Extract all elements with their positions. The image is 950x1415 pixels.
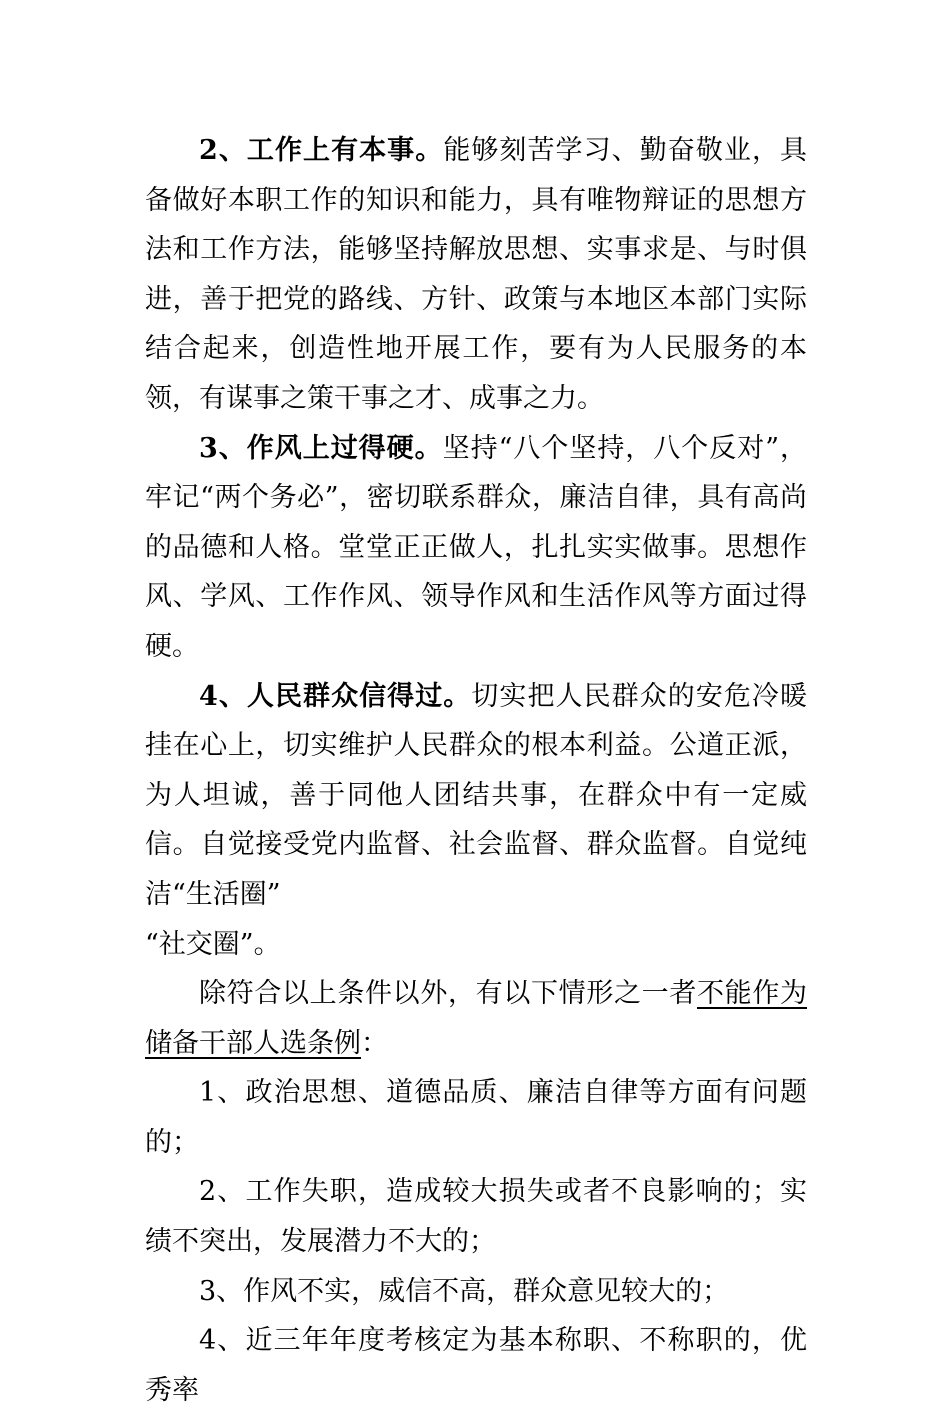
exclusion-item-2: 2、工作失职，造成较大损失或者不良影响的；实绩不突出，发展潜力不大的； <box>145 1176 807 1258</box>
exclusion-item-1: 1、政治思想、道德品质、廉洁自律等方面有问题的； <box>145 1077 807 1158</box>
criterion-4-paragraph <box>145 672 807 920</box>
exclusion-intro-underlined: 不能作为储备干部人选条例 <box>145 978 807 1059</box>
criterion-2-paragraph <box>145 126 807 424</box>
criterion-4-heading: 4、人民群众信得过。 <box>199 680 472 712</box>
criterion-2-heading: 2、工作上有本事。 <box>199 135 444 166</box>
exclusion-item-4: 4、近三年年度考核定为基本称职、不称职的，优秀率 <box>145 1325 807 1406</box>
exclusion-intro-text: 除符合以上条件以外，有以下情形之一者 <box>199 978 697 1010</box>
exclusion-intro-suffix: ： <box>361 1027 388 1059</box>
document-page <box>145 126 807 1415</box>
criterion-3-text: 坚持“八个坚持，八个反对”，牢记“两个务必”，密切联系群众，廉洁自律，具有高尚的品德和人格。堂堂正正做人，扎扎实实做事。思想作风、学风、工作作风、领导作风和生活作风等方面过得硬。 <box>145 432 807 662</box>
criterion-4-continuation: “社交圈”。 <box>145 928 281 960</box>
criterion-2-text: 能够刻苦学习、勤奋敬业，具备做好本职工作的知识和能力，具有唯物辩证的思想方法和工作方法，能够坚持解放思想、实事求是、与时俱进，善于把党的路线、方针、政策与本地区本部门实际结合起来，创造性地开展工作，要有为人民服务的本领，有谋事之策干事之才、成事之力。 <box>145 135 807 414</box>
criterion-3-heading: 3、作风上过得硬。 <box>199 432 443 464</box>
criterion-4-text: 切实把人民群众的安危冷暖挂在心上，切实维护人民群众的根本利益。公道正派，为人坦诚，善于同他人团结共事，在群众中有一定威信。自觉接受党内监督、社会监督、群众监督。自觉纯洁“生活圈” <box>145 680 807 910</box>
exclusion-intro-paragraph <box>145 969 807 1068</box>
exclusion-item-3: 3、作风不实，威信不高，群众意见较大的； <box>199 1275 730 1307</box>
criterion-3-paragraph <box>145 424 807 672</box>
